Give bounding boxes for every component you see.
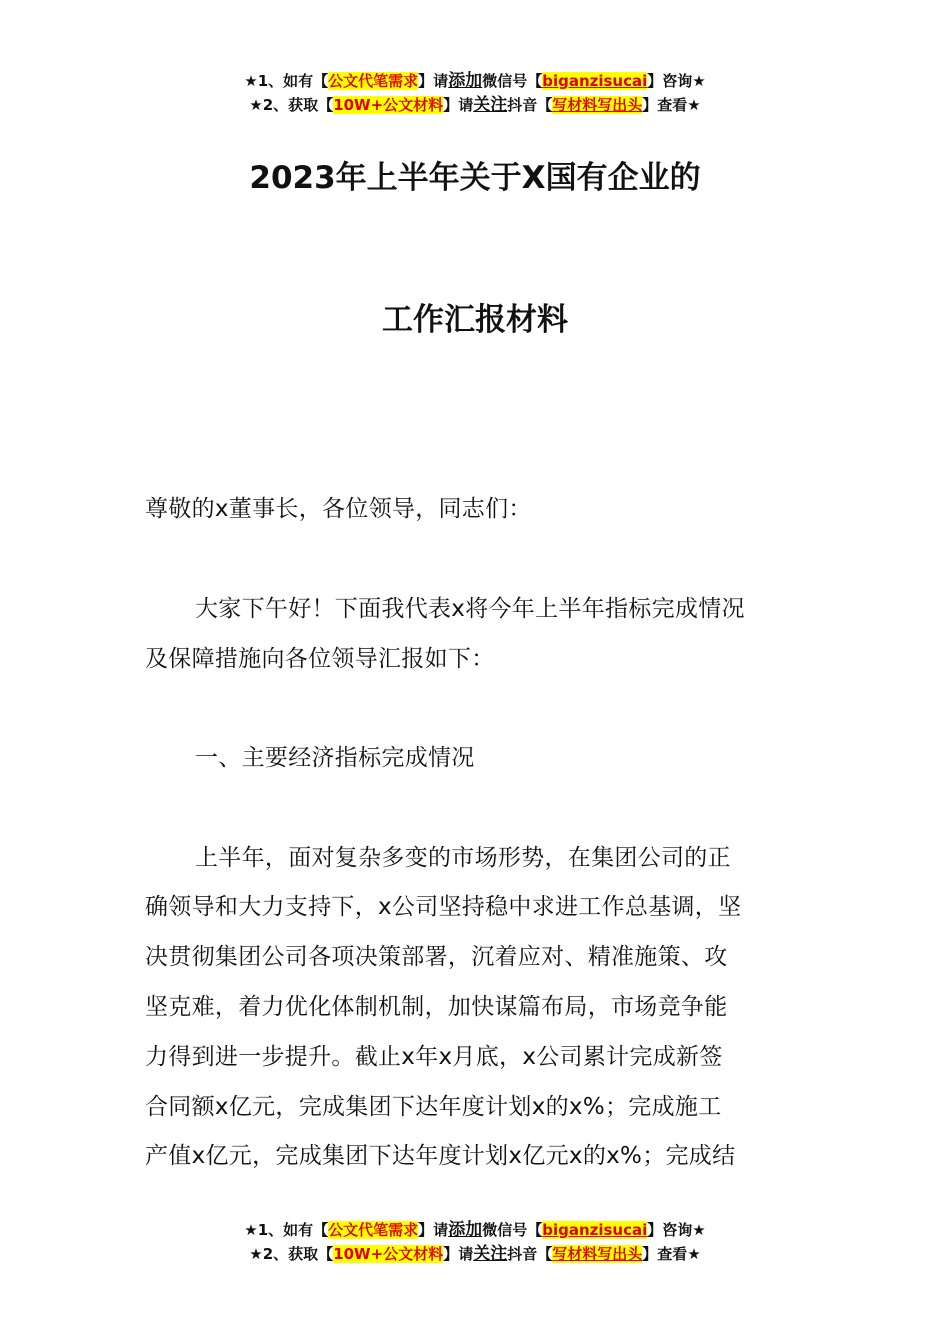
text: 抖音【 xyxy=(507,1245,553,1263)
paragraph-line: 上半年，面对复杂多变的市场形势，在集团公司的正 xyxy=(195,845,731,871)
text: 抖音【 xyxy=(507,96,553,114)
salutation: 尊敬的x董事长，各位领导，同志们： xyxy=(145,496,532,522)
douyin-id: 写材料写出头 xyxy=(552,96,643,114)
promo-banner-top xyxy=(0,69,950,117)
text: 】查看★ xyxy=(642,96,701,114)
paragraph-line: 坚克难，着力优化体制机制，加快谋篇布局，市场竞争能 xyxy=(145,994,728,1020)
promo-banner-bottom xyxy=(0,1218,950,1266)
promo-line-1 xyxy=(0,1218,950,1242)
underlined-text: 关注 xyxy=(473,95,508,115)
paragraph-line: 合同额x亿元，完成集团下达年度计划x的x%；完成施工 xyxy=(145,1094,722,1120)
paragraph-line: 及保障措施向各位领导汇报如下： xyxy=(145,646,495,672)
text: 】请 xyxy=(418,1221,449,1239)
text: ★2、获取【 xyxy=(249,1245,334,1263)
underlined-text: 添加 xyxy=(448,1220,483,1240)
paragraph-line: 产值x亿元，完成集团下达年度计划x亿元x的x%；完成结 xyxy=(145,1143,736,1169)
douyin-id: 写材料写出头 xyxy=(552,1245,643,1263)
text: 微信号【 xyxy=(482,1221,543,1239)
section-heading: 一、主要经济指标完成情况 xyxy=(195,745,475,771)
wechat-id: biganzisucai xyxy=(542,72,648,90)
promo-line-1 xyxy=(0,69,950,93)
text: 】请 xyxy=(418,72,449,90)
promo-line-2 xyxy=(0,93,950,117)
underlined-text: 关注 xyxy=(473,1244,508,1264)
paragraph-line: 决贯彻集团公司各项决策部署，沉着应对、精准施策、攻 xyxy=(145,944,728,970)
highlight-text: 公文代笔需求 xyxy=(328,72,419,90)
text: 】咨询★ xyxy=(647,1221,706,1239)
highlight-text: 10W+公文材料 xyxy=(333,1245,444,1263)
text: 微信号【 xyxy=(482,72,543,90)
document-title-line-2: 工作汇报材料 xyxy=(382,302,568,338)
text: 】请 xyxy=(443,1245,474,1263)
underlined-text: 添加 xyxy=(448,71,483,91)
text: 】咨询★ xyxy=(647,72,706,90)
text: 】查看★ xyxy=(642,1245,701,1263)
highlight-text: 公文代笔需求 xyxy=(328,1221,419,1239)
text: 】请 xyxy=(443,96,474,114)
wechat-id: biganzisucai xyxy=(542,1221,648,1239)
text: ★2、获取【 xyxy=(249,96,334,114)
paragraph-line: 力得到进一步提升。截止x年x月底，x公司累计完成新签 xyxy=(145,1044,723,1070)
promo-line-2 xyxy=(0,1242,950,1266)
document-title-line-1: 2023年上半年关于X国有企业的 xyxy=(249,160,701,196)
text: ★1、如有【 xyxy=(244,72,329,90)
paragraph-line: 确领导和大力支持下，x公司坚持稳中求进工作总基调，坚 xyxy=(145,894,742,920)
highlight-text: 10W+公文材料 xyxy=(333,96,444,114)
paragraph-line: 大家下午好！下面我代表x将今年上半年指标完成情况 xyxy=(195,596,745,622)
text: ★1、如有【 xyxy=(244,1221,329,1239)
